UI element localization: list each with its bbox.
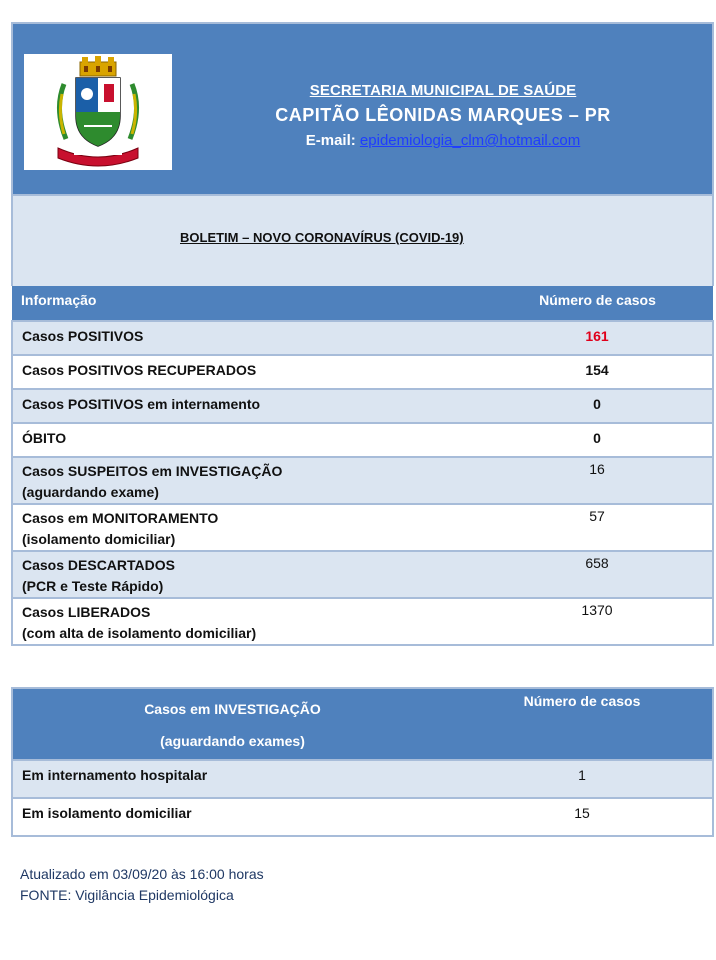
row-label: Casos POSITIVOS RECUPERADOS — [12, 355, 482, 389]
table-row — [12, 504, 713, 551]
row-value: 1 — [452, 760, 713, 798]
row-value: 16 — [482, 457, 713, 504]
table-row — [12, 389, 713, 423]
table-row — [12, 598, 713, 645]
table-row — [12, 457, 713, 504]
row-value: 15 — [452, 798, 713, 836]
row-label: ÓBITO — [12, 423, 482, 457]
row-value: 57 — [482, 504, 713, 551]
table-row — [12, 760, 713, 798]
row-label-line2: (PCR e Teste Rápido) — [22, 578, 164, 594]
row-value: 161 — [482, 321, 713, 355]
table-row — [12, 321, 713, 355]
row-label — [12, 504, 482, 551]
investigation-table-header — [12, 688, 713, 760]
row-label-line1: Casos DESCARTADOS — [22, 557, 175, 573]
table-row — [12, 798, 713, 836]
row-label — [12, 457, 482, 504]
email-label: E-mail: — [305, 132, 356, 149]
row-value: 658 — [482, 551, 713, 598]
table-row — [12, 551, 713, 598]
row-label: Casos POSITIVOS em internamento — [12, 389, 482, 423]
source-note: FONTE: Vigilância Epidemiológica — [20, 887, 234, 903]
table-row — [12, 423, 713, 457]
row-label-line1: Casos SUSPEITOS em INVESTIGAÇÃO — [22, 463, 283, 479]
row-value: 1370 — [482, 598, 713, 645]
row-value: 154 — [482, 355, 713, 389]
row-value: 0 — [482, 423, 713, 457]
row-label-line2: (aguardando exame) — [22, 484, 159, 500]
row-label: Casos POSITIVOS — [12, 321, 482, 355]
header-text-block — [233, 82, 653, 149]
column-header-info: Informação — [12, 286, 482, 321]
footer-notes — [20, 864, 264, 906]
table-row — [12, 355, 713, 389]
bulletin-title: BOLETIM – NOVO CORONAVÍRUS (COVID-19) — [180, 230, 464, 245]
column-header-count: Número de casos — [452, 688, 713, 760]
column-header-count: Número de casos — [482, 286, 713, 321]
email-line — [233, 132, 653, 149]
row-label: Em internamento hospitalar — [12, 760, 452, 798]
department-name: SECRETARIA MUNICIPAL DE SAÚDE — [309, 82, 577, 99]
row-label — [12, 551, 482, 598]
header-line1: Casos em INVESTIGAÇÃO — [144, 701, 321, 717]
city-name: CAPITÃO LÊONIDAS MARQUES – PR — [275, 105, 611, 125]
cases-table — [11, 286, 714, 646]
cases-table-header — [12, 286, 713, 321]
updated-timestamp: Atualizado em 03/09/20 às 16:00 horas — [20, 866, 264, 882]
row-label-line1: Casos em MONITORAMENTO — [22, 510, 219, 526]
bulletin-banner — [11, 196, 714, 286]
row-label — [12, 598, 482, 645]
row-label-line2: (com alta de isolamento domiciliar) — [22, 625, 257, 641]
column-header-investigation — [12, 688, 452, 760]
municipal-coat-of-arms-icon — [24, 54, 172, 170]
email-link[interactable]: epidemiologia_clm@hotmail.com — [359, 132, 581, 149]
row-value: 0 — [482, 389, 713, 423]
row-label-line1: Casos LIBERADOS — [22, 604, 151, 620]
coat-of-arms-graphic — [24, 54, 172, 170]
row-label: Em isolamento domiciliar — [12, 798, 452, 836]
document-header — [11, 22, 714, 196]
investigation-table — [11, 687, 714, 837]
row-label-line2: (isolamento domiciliar) — [22, 531, 176, 547]
header-line2: (aguardando exames) — [160, 733, 305, 749]
